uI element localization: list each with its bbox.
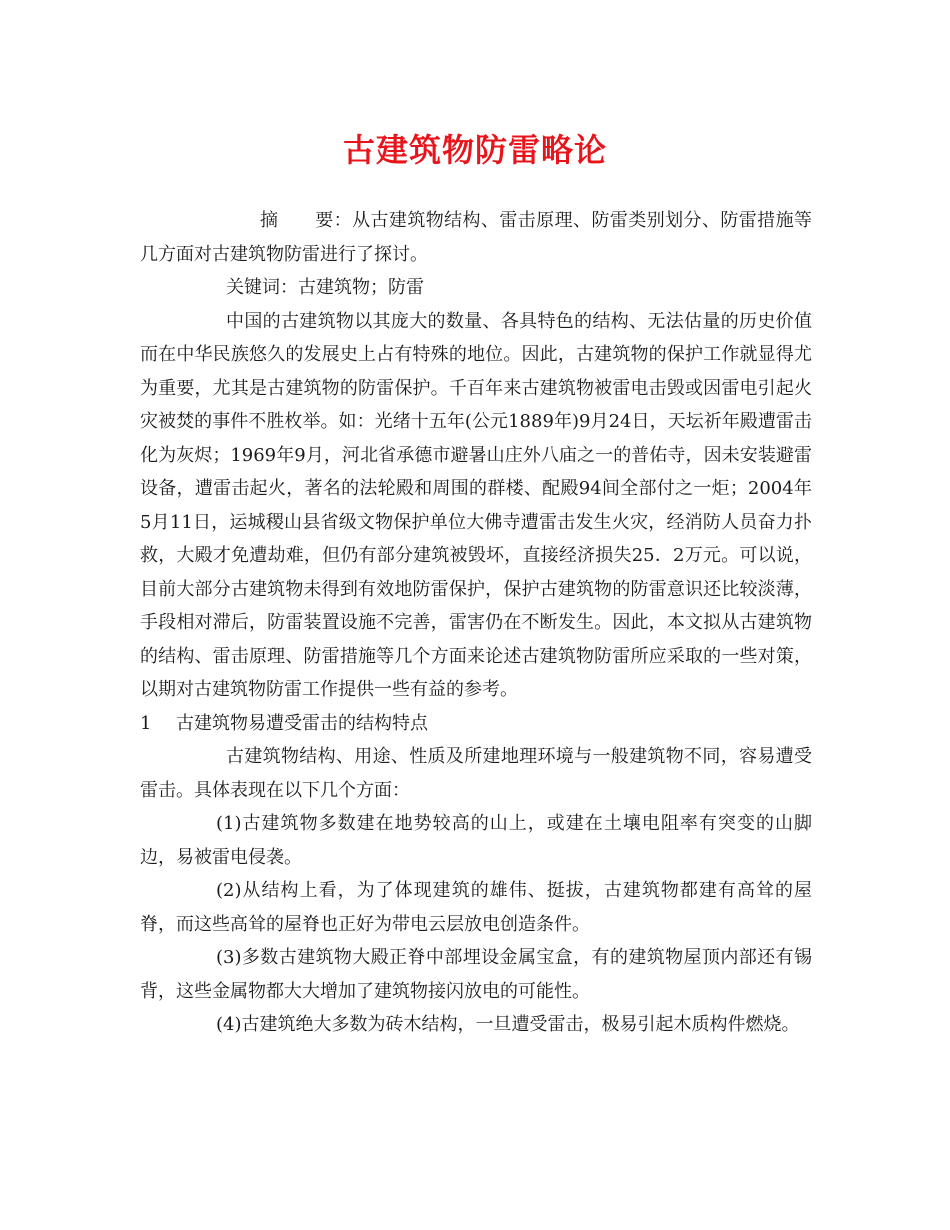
section-1-number: 1 (140, 712, 152, 734)
document-title: 古建筑物防雷略论 (342, 131, 607, 169)
intro-paragraph: 中国的古建筑物以其庞大的数量、各具特色的结构、无法估量的历史价值而在中华民族悠久的发展史上占有特殊的地位。因此，古建筑物的保护工作就显得尤为重要，尤其是古建筑物的防雷保护。千百年来古建筑物被雷电击毁或因雷电引起火灾被焚的事件不胜枚举。如：光绪十五年(公元1889年)9月24日，天坛祈年殿遭雷击化为灰烬；1969年9月，河北省承德市避暑山庄外八庙之一的普佑寺，因未安装避雷设备，遭雷击起火，著名的法轮殿和周围的群楼、配殿94间全部付之一炬；2004年5月11日，运城稷山县省级文物保护单位大佛寺遭雷击发生火灾，经消防人员奋力扑救，大殿才免遭劫难，但仍有部分建筑被毁坏，直接经济损失25．2万元。可以说，目前大部分古建筑物未得到有效地防雷保护，保护古建筑物的防雷意识还比较淡薄，手段相对滞后，防雷装置设施不完善，雷害仍在不断发生。因此，本文拟从古建筑物的结构、雷击原理、防雷措施等几个方面来论述古建筑物防雷所应采取的一些对策，以期对古建筑物防雷工作提供一些有益的参考。 (140, 310, 812, 700)
section-1-title: 古建筑物易遭受雷击的结构特点 (176, 712, 428, 734)
section-1-lead: 古建筑物结构、用途、性质及所建地理环境与一般建筑物不同，容易遭受雷击。具体表现在以下几个方面： (140, 746, 812, 801)
abstract-paragraph (140, 204, 812, 271)
keywords-paragraph (140, 271, 812, 305)
document-body (140, 204, 812, 1042)
list-item: (2)从结构上看，为了体现建筑的雄伟、挺拔，古建筑物都建有高耸的屋脊，而这些高耸的屋脊也正好为带电云层放电创造条件。 (140, 880, 812, 935)
keywords-label: 关键词： (226, 277, 298, 298)
section-1-heading (140, 707, 812, 741)
list-item: (4)古建筑绝大多数为砖木结构，一旦遭受雷击，极易引起木质构件燃烧。 (216, 1014, 800, 1035)
keywords-text: 古建筑物；防雷 (298, 277, 424, 298)
abstract-text: 从古建筑物结构、雷击原理、防雷类别划分、防雷措施等几方面对古建筑物防雷进行了探讨。 (140, 210, 813, 265)
list-item: (3)多数古建筑物大殿正脊中部埋设金属宝盒，有的建筑物屋顶内部还有锡背，这些金属物都大大增加了建筑物接闪放电的可能性。 (140, 947, 812, 1002)
list-item: (1)古建筑物多数建在地势较高的山上，或建在土壤电阻率有突变的山脚边，易被雷电侵袭。 (140, 813, 812, 868)
abstract-label: 摘 要： (260, 210, 353, 231)
